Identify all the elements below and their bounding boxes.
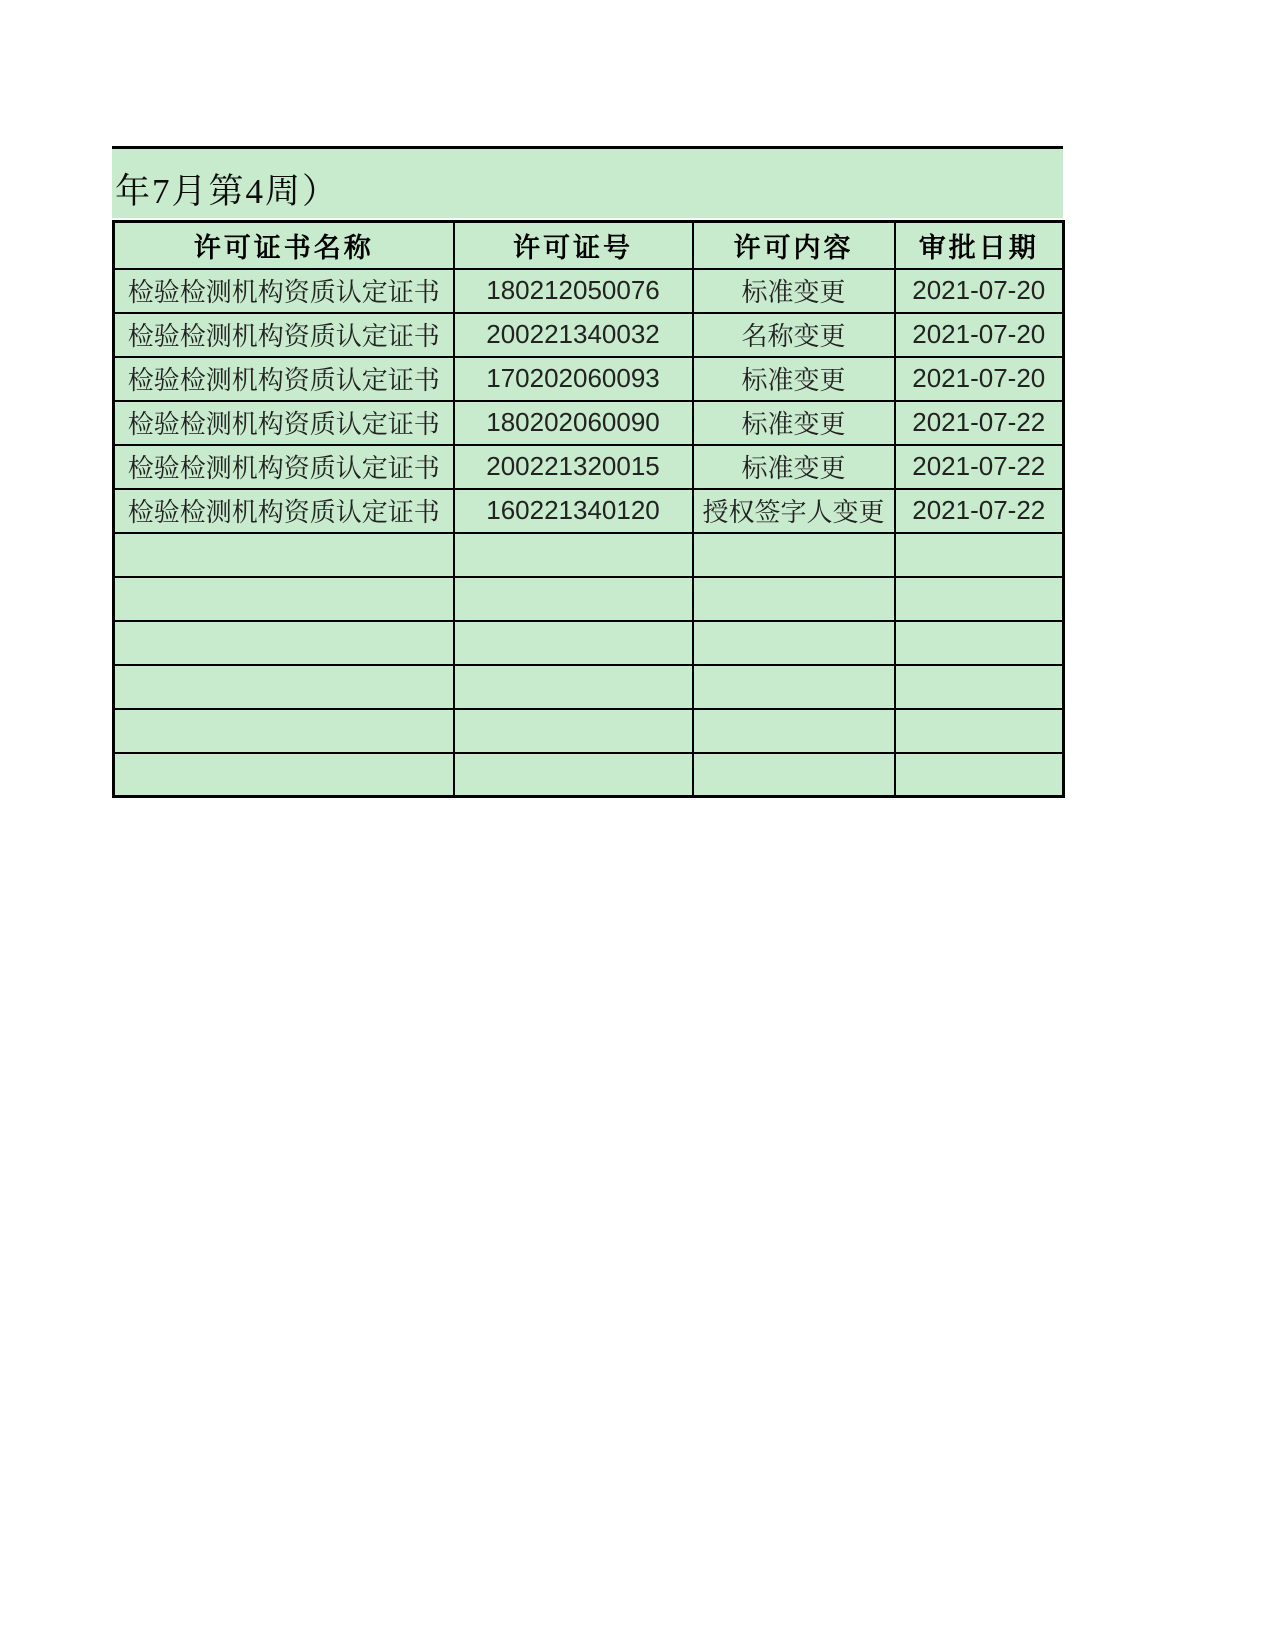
cell-certificate-name[interactable]: 检验检测机构资质认定证书 (114, 357, 454, 401)
table-row (114, 357, 1064, 401)
empty-cell[interactable] (895, 753, 1064, 797)
empty-table-row (114, 753, 1064, 797)
empty-cell[interactable] (693, 753, 895, 797)
header-row (114, 222, 1064, 269)
cell-certificate-name[interactable]: 检验检测机构资质认定证书 (114, 269, 454, 313)
empty-table-row (114, 621, 1064, 665)
empty-table-row (114, 665, 1064, 709)
empty-cell[interactable] (454, 621, 693, 665)
cell-license-number[interactable]: 200221320015 (454, 445, 693, 489)
table-row (114, 489, 1064, 533)
empty-cell[interactable] (693, 577, 895, 621)
empty-cell[interactable] (454, 753, 693, 797)
empty-cell[interactable] (693, 665, 895, 709)
empty-cell[interactable] (895, 533, 1064, 577)
empty-cell[interactable] (114, 577, 454, 621)
empty-cell[interactable] (895, 621, 1064, 665)
cell-approval-date[interactable]: 2021-07-22 (895, 489, 1064, 533)
empty-cell[interactable] (693, 621, 895, 665)
empty-table-row (114, 577, 1064, 621)
column-header-license-number[interactable]: 许可证号 (454, 222, 693, 269)
empty-table-row (114, 709, 1064, 753)
cell-approval-date[interactable]: 2021-07-22 (895, 445, 1064, 489)
cell-certificate-name[interactable]: 检验检测机构资质认定证书 (114, 401, 454, 445)
table-row (114, 313, 1064, 357)
table-row (114, 401, 1064, 445)
cell-approval-date[interactable]: 2021-07-20 (895, 313, 1064, 357)
cell-approval-date[interactable]: 2021-07-22 (895, 401, 1064, 445)
empty-cell[interactable] (454, 533, 693, 577)
cell-certificate-name[interactable]: 检验检测机构资质认定证书 (114, 445, 454, 489)
empty-table-row (114, 533, 1064, 577)
empty-cell[interactable] (895, 577, 1064, 621)
empty-cell[interactable] (114, 665, 454, 709)
column-header-license-content[interactable]: 许可内容 (693, 222, 895, 269)
cell-certificate-name[interactable]: 检验检测机构资质认定证书 (114, 313, 454, 357)
empty-cell[interactable] (454, 577, 693, 621)
empty-cell[interactable] (895, 665, 1064, 709)
cell-license-number[interactable]: 160221340120 (454, 489, 693, 533)
cell-approval-date[interactable]: 2021-07-20 (895, 357, 1064, 401)
cell-license-number[interactable]: 170202060093 (454, 357, 693, 401)
license-table (112, 220, 1065, 798)
cell-license-content[interactable]: 标准变更 (693, 269, 895, 313)
column-header-approval-date[interactable]: 审批日期 (895, 222, 1064, 269)
empty-cell[interactable] (454, 709, 693, 753)
cell-license-content[interactable]: 标准变更 (693, 445, 895, 489)
cell-license-content[interactable]: 授权签字人变更 (693, 489, 895, 533)
cell-license-number[interactable]: 180202060090 (454, 401, 693, 445)
title-band (112, 146, 1063, 218)
table-body (114, 269, 1064, 797)
empty-cell[interactable] (693, 533, 895, 577)
empty-cell[interactable] (114, 709, 454, 753)
cell-license-content[interactable]: 标准变更 (693, 357, 895, 401)
cell-license-number[interactable]: 180212050076 (454, 269, 693, 313)
table-row (114, 445, 1064, 489)
cell-license-content[interactable]: 标准变更 (693, 401, 895, 445)
empty-cell[interactable] (114, 753, 454, 797)
empty-cell[interactable] (114, 533, 454, 577)
sheet-title: 年7月第4周） (115, 172, 340, 211)
cell-approval-date[interactable]: 2021-07-20 (895, 269, 1064, 313)
empty-cell[interactable] (693, 709, 895, 753)
column-header-certificate-name[interactable]: 许可证书名称 (114, 222, 454, 269)
empty-cell[interactable] (114, 621, 454, 665)
cell-license-number[interactable]: 200221340032 (454, 313, 693, 357)
spreadsheet-region (112, 146, 1063, 798)
empty-cell[interactable] (454, 665, 693, 709)
table-header-row (114, 222, 1064, 269)
empty-cell[interactable] (895, 709, 1064, 753)
cell-license-content[interactable]: 名称变更 (693, 313, 895, 357)
table-row (114, 269, 1064, 313)
cell-certificate-name[interactable]: 检验检测机构资质认定证书 (114, 489, 454, 533)
